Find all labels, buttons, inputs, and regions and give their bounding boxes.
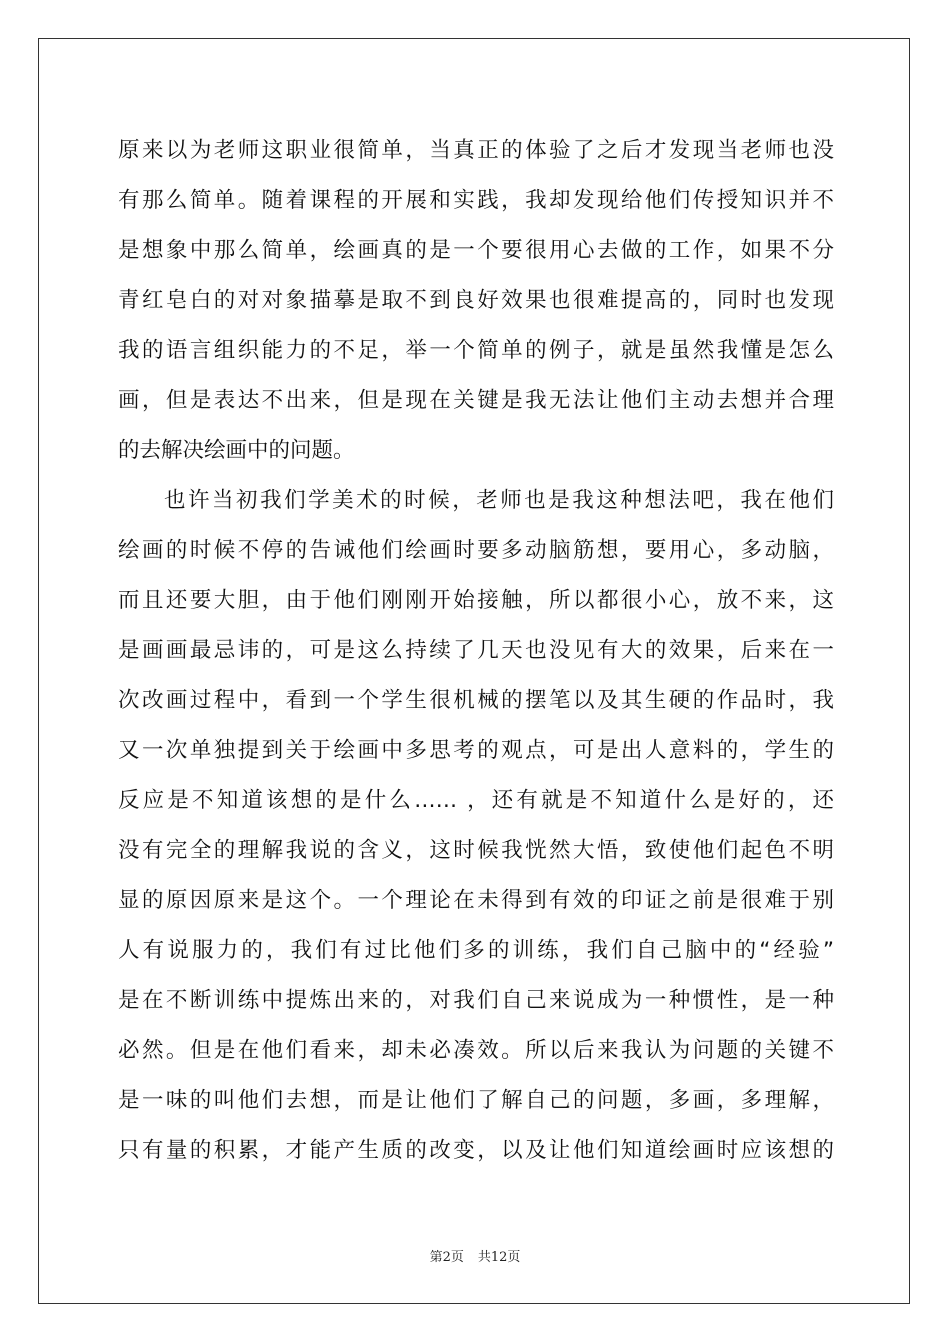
document-body [118,126,834,1176]
paragraph-2-line-4: 是画画最忌讳的，可是这么持续了几天也没见有大的效果，后来在一 [118,638,834,663]
paragraph-2-line-10: 人有说服力的，我们有过比他们多的训练，我们自己脑中的“经验” [118,938,834,963]
paragraph-1-line-2: 有那么简单。随着课程的开展和实践，我却发现给他们传授知识并不 [118,188,834,213]
paragraph-1-line-6: 画，但是表达不出来，但是现在关键是我无法让他们主动去想并合理 [118,388,834,413]
paragraph-2-line-7: 反应是不知道该想的是什么…… ，还有就是不知道什么是好的，还 [118,788,834,813]
paragraph-2-line-3: 而且还要大胆，由于他们刚刚开始接触，所以都很小心，放不来，这 [118,588,834,613]
paragraph-1-line-1: 原来以为老师这职业很简单，当真正的体验了之后才发现当老师也没 [118,138,834,163]
paragraph-2-line-9: 显的原因原来是这个。一个理论在未得到有效的印证之前是很难于别 [118,888,834,913]
paragraph-2-line-6: 又一次单独提到关于绘画中多思考的观点，可是出人意料的，学生的 [118,738,834,763]
page-total: 共12页 [477,1250,521,1265]
paragraph-2-line-5: 次改画过程中，看到一个学生很机械的摆笔以及其生硬的作品时，我 [118,688,834,713]
page-number: 第2页 [429,1250,464,1265]
paragraph-2-line-14: 只有量的积累，才能产生质的改变，以及让他们知道绘画时应该想的 [118,1138,834,1163]
paragraph-1-line-5: 我的语言组织能力的不足，举一个简单的例子，就是虽然我懂是怎么 [118,338,834,363]
paragraph-2-line-11: 是在不断训练中提炼出来的，对我们自己来说成为一种惯性，是一种 [118,988,834,1013]
paragraph-2-line-1: 也许当初我们学美术的时候，老师也是我这种想法吧，我在他们 [164,488,834,513]
paragraph-2-line-12: 必然。但是在他们看来，却未必凑效。所以后来我认为问题的关键不 [118,1038,834,1063]
paragraph-1-line-4: 青红皂白的对对象描摹是取不到良好效果也很难提高的，同时也发现 [118,288,834,313]
paragraph-2-line-2: 绘画的时候不停的告诫他们绘画时要多动脑筋想，要用心，多动脑， [118,538,834,563]
page-footer [0,1246,950,1265]
paragraph-1-line-7: 的去解决绘画中的问题。 [118,438,355,463]
paragraph-1-line-3: 是想象中那么简单，绘画真的是一个要很用心去做的工作，如果不分 [118,238,834,263]
paragraph-2-line-13: 是一味的叫他们去想，而是让他们了解自己的问题，多画，多理解， [118,1088,834,1113]
paragraph-2-line-8: 没有完全的理解我说的含义，这时候我恍然大悟，致使他们起色不明 [118,838,834,863]
